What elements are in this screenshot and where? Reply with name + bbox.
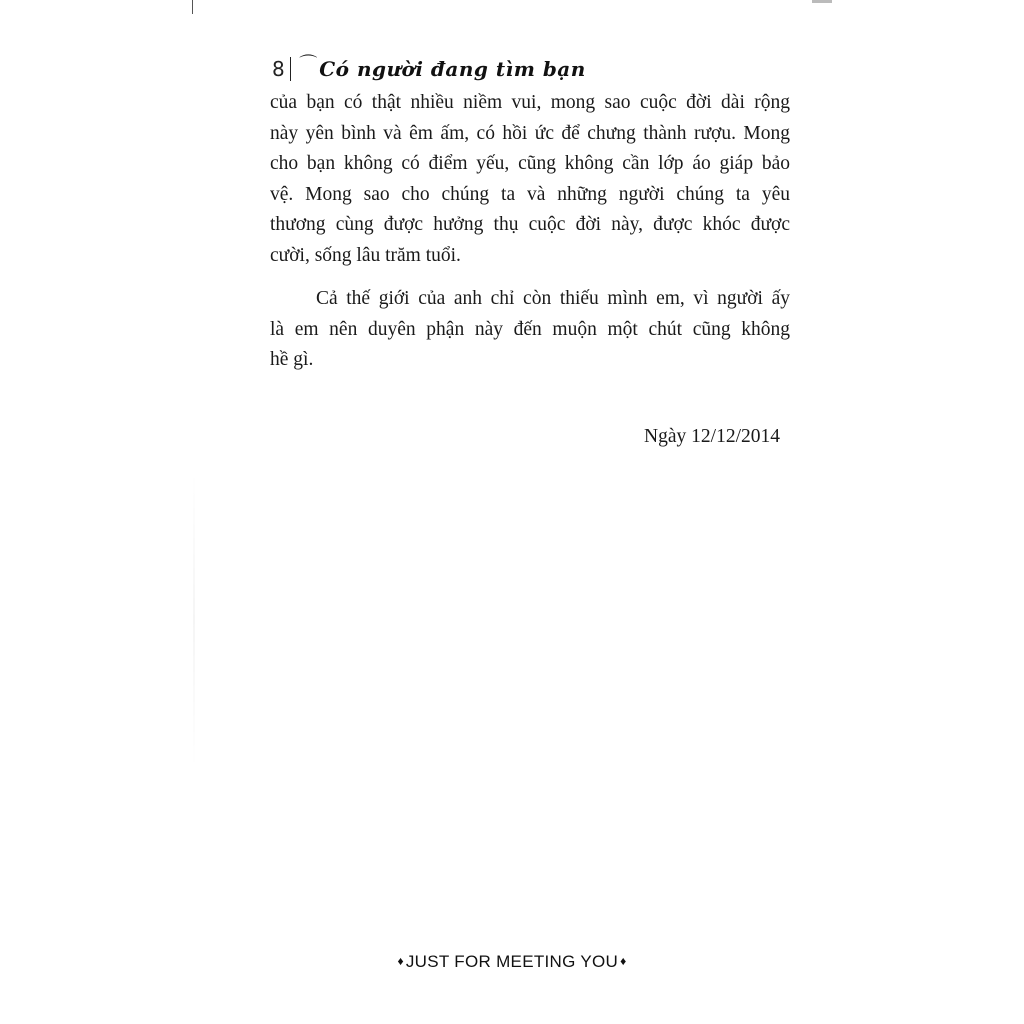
scan-gutter-shadow — [193, 470, 195, 770]
paragraph-gap — [270, 271, 790, 284]
footer-text: JUST FOR MEETING YOU — [405, 952, 619, 971]
text-line: cho bạn không có điểm yếu, cũng không cần lớp áo giáp bảo — [270, 153, 790, 174]
text-line: hề gì. — [270, 349, 314, 370]
running-header — [272, 52, 586, 86]
swash-ornament-icon: ⌒ — [299, 54, 318, 75]
text-line: vệ. Mong sao cho chúng ta và những người chúng ta yêu — [270, 183, 790, 205]
diamond-ornament-icon: ♦ — [397, 954, 404, 968]
paragraph-1 — [270, 88, 790, 271]
page-number: 8 — [272, 57, 285, 81]
text-line: của bạn có thật nhiều niềm vui, mong sao cuộc đời dài rộng — [270, 92, 790, 113]
scan-corner-mark — [812, 0, 832, 3]
text-line: thương cùng được hưởng thụ cuộc đời này, được khóc được — [270, 214, 790, 235]
text-line: Cả thế giới của anh chỉ còn thiếu mình em, vì người ấy — [316, 288, 790, 309]
text-line: cười, sống lâu trăm tuổi. — [270, 244, 461, 266]
running-footer — [0, 952, 1024, 972]
book-title: Có người đang tìm bạn — [319, 57, 586, 81]
diamond-ornament-icon: ♦ — [620, 954, 627, 968]
body-text — [270, 88, 790, 376]
scan-edge-mark — [192, 0, 193, 14]
paragraph-2 — [270, 284, 790, 376]
header-divider — [290, 57, 292, 81]
date-signature: Ngày 12/12/2014 — [644, 426, 780, 447]
text-line: là em nên duyên phận này đến muộn một chút cũng không — [270, 318, 790, 340]
text-line: này yên bình và êm ấm, có hồi ức để chưng thành rượu. Mong — [270, 122, 790, 144]
